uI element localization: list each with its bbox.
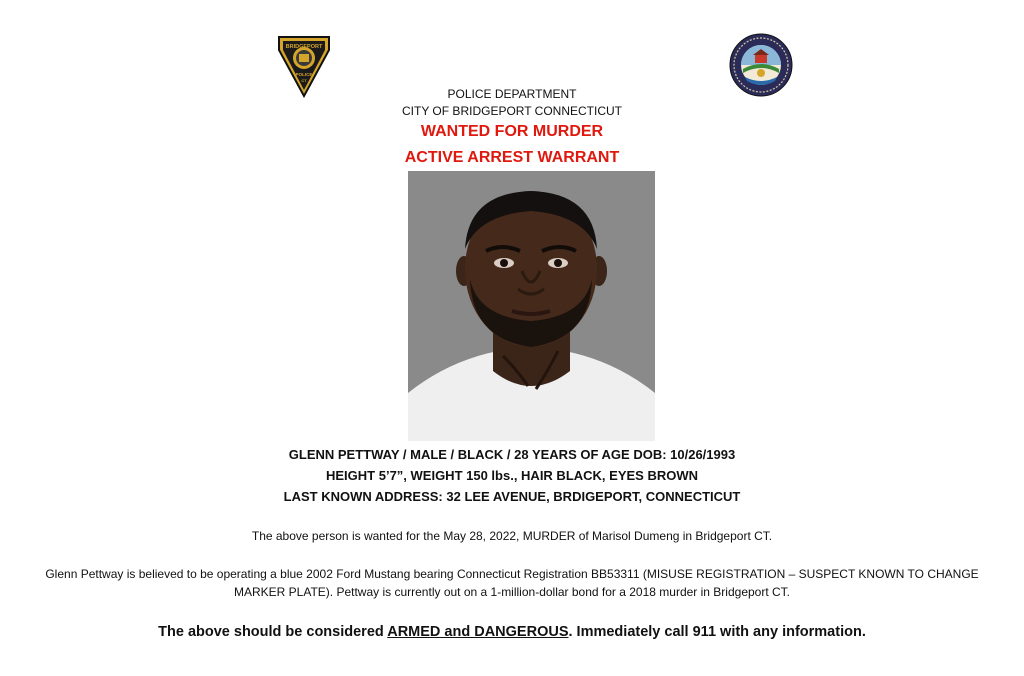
suspect-address-line: LAST KNOWN ADDRESS: 32 LEE AVENUE, BRDIGEPORT, CONNECTICUT <box>283 489 741 504</box>
department-title: POLICE DEPARTMENT <box>447 87 577 101</box>
city-title: CITY OF BRIDGEPORT CONNECTICUT <box>401 104 623 118</box>
warrant-heading: ACTIVE ARREST WARRANT <box>404 149 620 166</box>
armed-dangerous-emphasis: ARMED and DANGEROUS <box>387 624 569 640</box>
wanted-description: The above person is wanted for the May 28, 2022, MURDER of Marisol Dumeng in Bridgeport CT. <box>251 529 773 543</box>
warning-suffix: . Immediately call 911 with any information. <box>568 624 866 640</box>
wanted-heading: WANTED FOR MURDER <box>420 123 604 140</box>
badge-police-text: POLICE <box>295 72 313 77</box>
warning-prefix: The above should be considered <box>158 624 388 640</box>
suspect-photo <box>408 171 655 441</box>
badge-top-text: BRIDGEPORT <box>285 44 323 50</box>
suspect-physical-line: HEIGHT 5’7”, WEIGHT 150 lbs., HAIR BLACK, EYES BROWN <box>326 468 698 483</box>
vehicle-description-line2: MARKER PLATE). Pettway is currently out on a 1-million-dollar bond for a 2018 murder in Bridgeport CT. <box>233 585 790 599</box>
suspect-identity-line: GLENN PETTWAY / MALE / BLACK / 28 YEARS OF AGE DOB: 10/26/1993 <box>288 447 736 462</box>
badge-state-text: CT <box>301 78 307 83</box>
vehicle-description-line1: Glenn Pettway is believed to be operating a blue 2002 Ford Mustang bearing Connecticut Registration BB53311 (MISUSE REGISTRATION – SUSPECT KNOWN TO CHANGE <box>45 567 979 581</box>
danger-warning <box>0 622 1024 642</box>
